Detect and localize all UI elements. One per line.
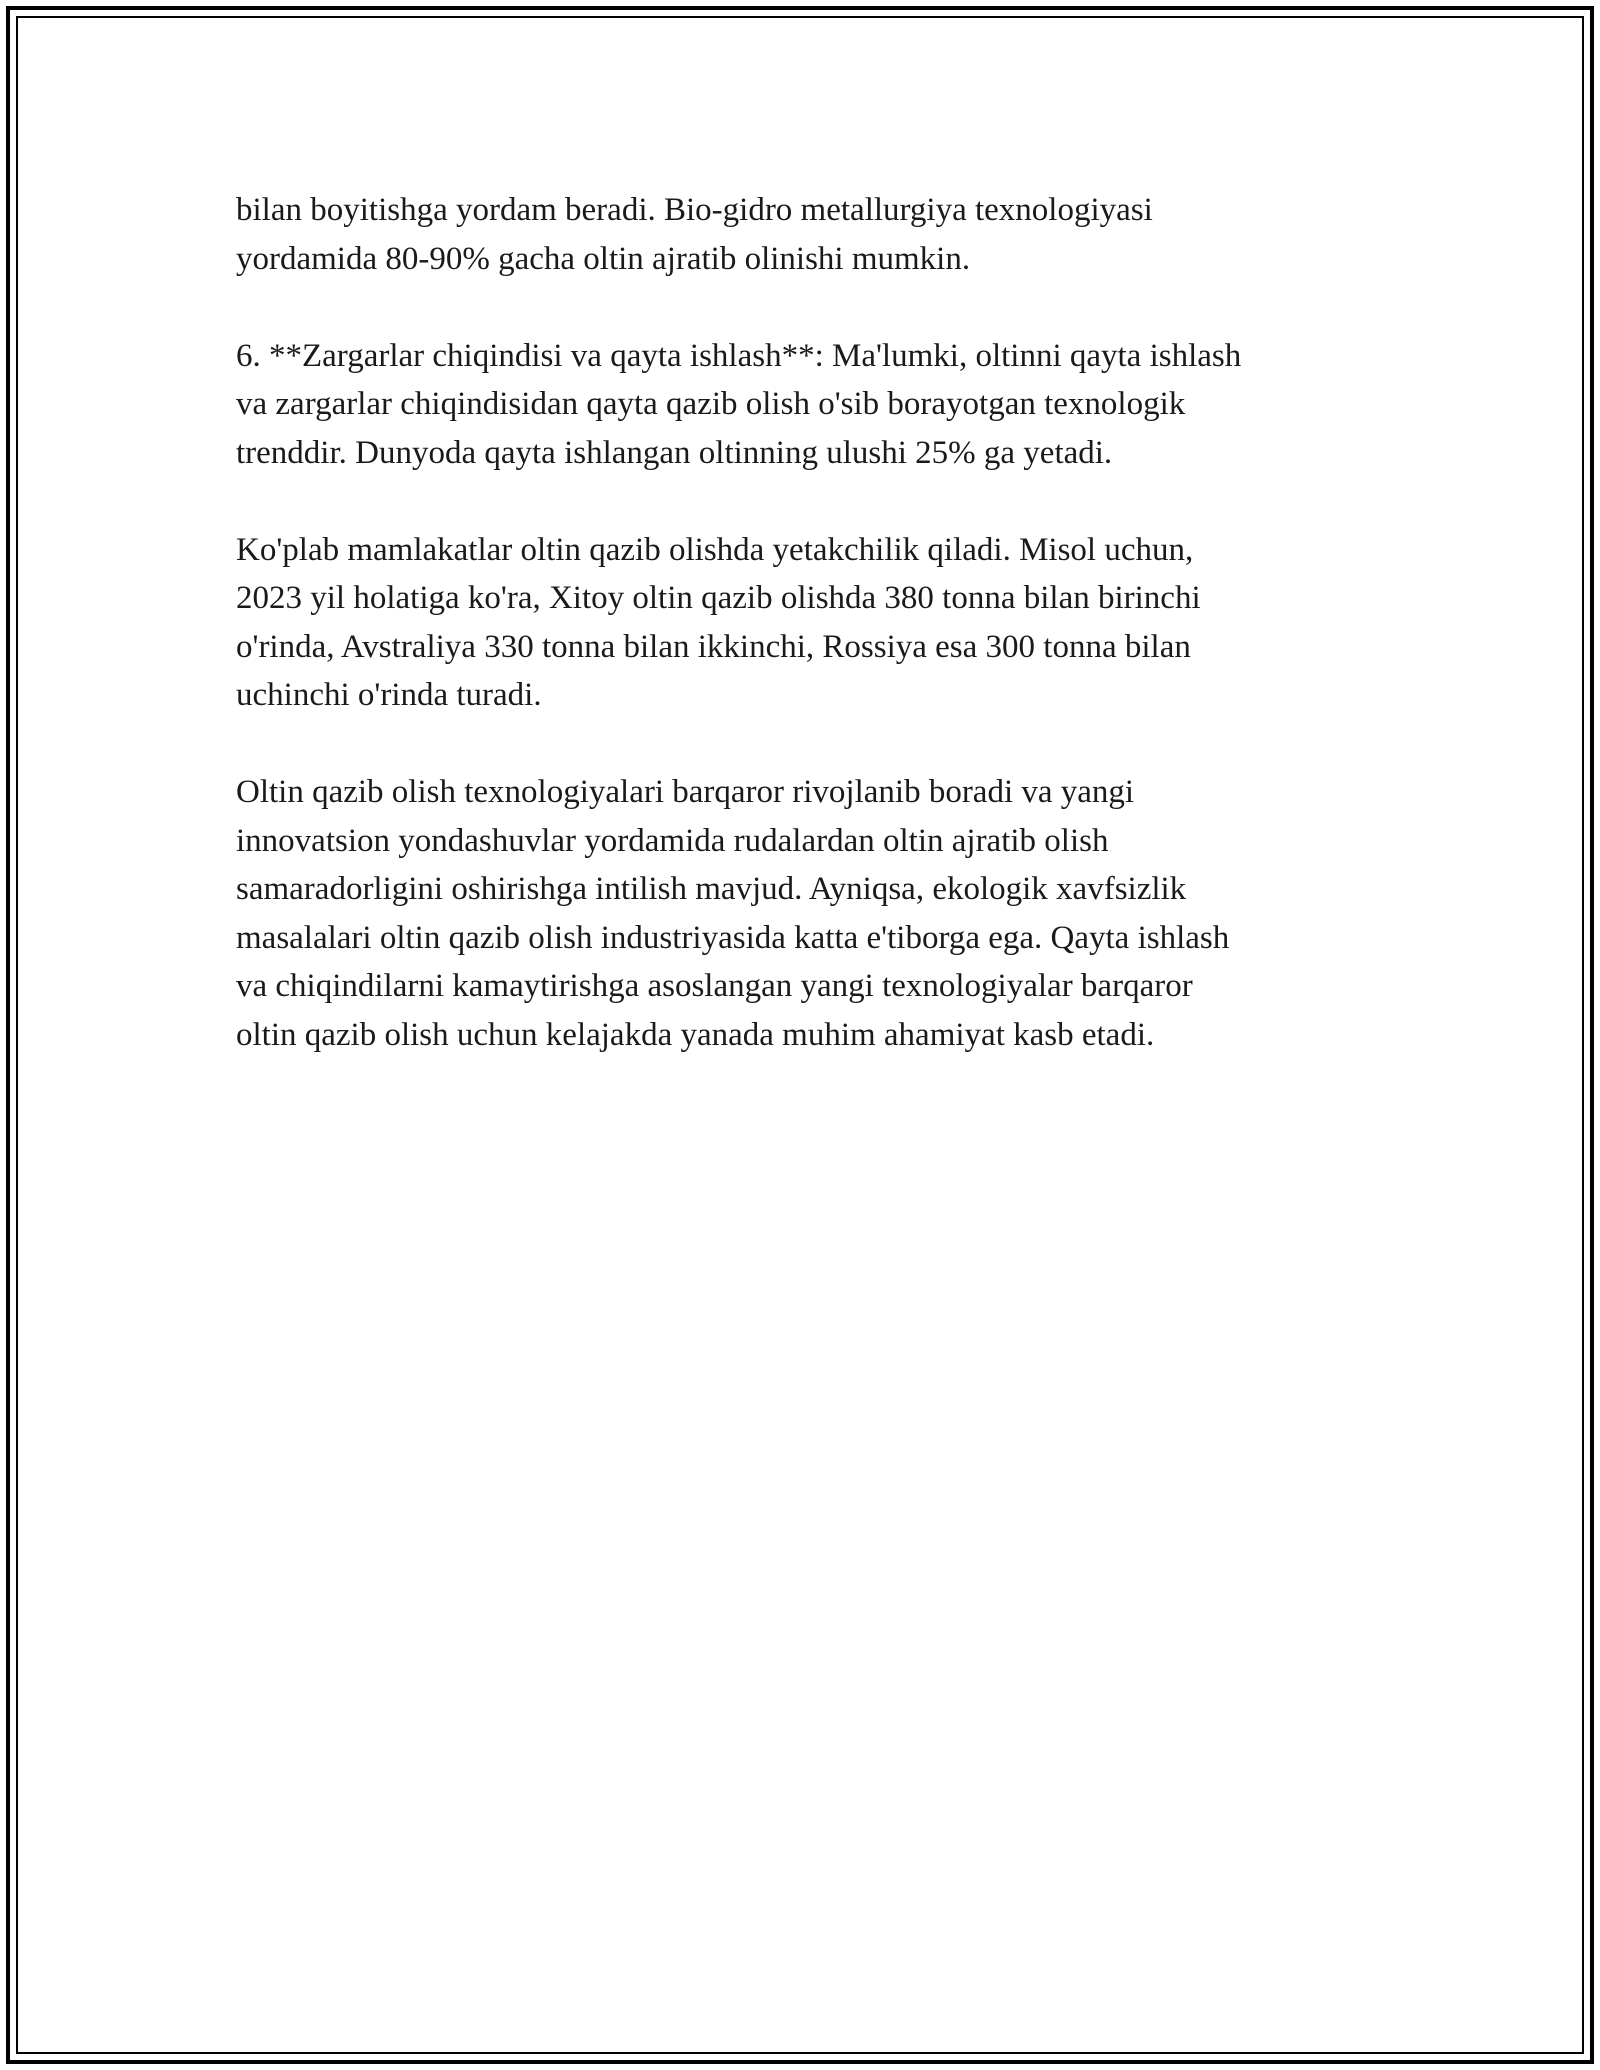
text-line: yordamida 80-90% gacha oltin ajratib olinishi mumkin. bbox=[236, 240, 971, 277]
text-line: Oltin qazib olish texnologiyalari barqaror rivojlanib boradi va yangi bbox=[236, 774, 1135, 810]
text-line: innovatsion yondashuvlar yordamida rudalardan oltin ajratib olish bbox=[236, 822, 1109, 859]
paragraph-leading-countries bbox=[236, 526, 1376, 720]
text-line: samaradorligini oshirishga intilish mavjud. Ayniqsa, ekologik xavfsizlik bbox=[236, 871, 1187, 907]
paragraph-jewelry-recycling bbox=[236, 332, 1376, 478]
paragraph-conclusion bbox=[236, 768, 1376, 1059]
text-line: trenddir. Dunyoda qayta ishlangan oltinning ulushi 25% ga yetadi. bbox=[236, 434, 1113, 471]
text-line: oltin qazib olish uchun kelajakda yanada muhim ahamiyat kasb etadi. bbox=[236, 1016, 1155, 1053]
text-line: 6. **Zargarlar chiqindisi va qayta ishlash**: Ma'lumki, oltinni qayta ishlash bbox=[236, 337, 1242, 374]
text-line: Ko'plab mamlakatlar oltin qazib olishda yetakchilik qiladi. Misol uchun, bbox=[236, 531, 1194, 568]
text-line: 2023 yil holatiga ko'ra, Xitoy oltin qazib olishda 380 tonna bilan birinchi bbox=[236, 580, 1201, 616]
text-line: o'rinda, Avstraliya 330 tonna bilan ikkinchi, Rossiya esa 300 tonna bilan bbox=[236, 628, 1191, 665]
text-line: masalalari oltin qazib olish industriyasida katta e'tiborga ega. Qayta ishlash bbox=[236, 919, 1230, 956]
document-body bbox=[236, 186, 1376, 1108]
text-line: va zargarlar chiqindisidan qayta qazib olish o'sib borayotgan texnologik bbox=[236, 386, 1186, 422]
text-line: va chiqindilarni kamaytirishga asoslangan yangi texnologiyalar barqaror bbox=[236, 968, 1193, 1004]
paragraph-bio-hydrometallurgy bbox=[236, 186, 1376, 283]
text-line: bilan boyitishga yordam beradi. Bio-gidro metallurgiya texnologiyasi bbox=[236, 192, 1153, 228]
text-line: uchinchi o'rinda turadi. bbox=[236, 677, 542, 713]
